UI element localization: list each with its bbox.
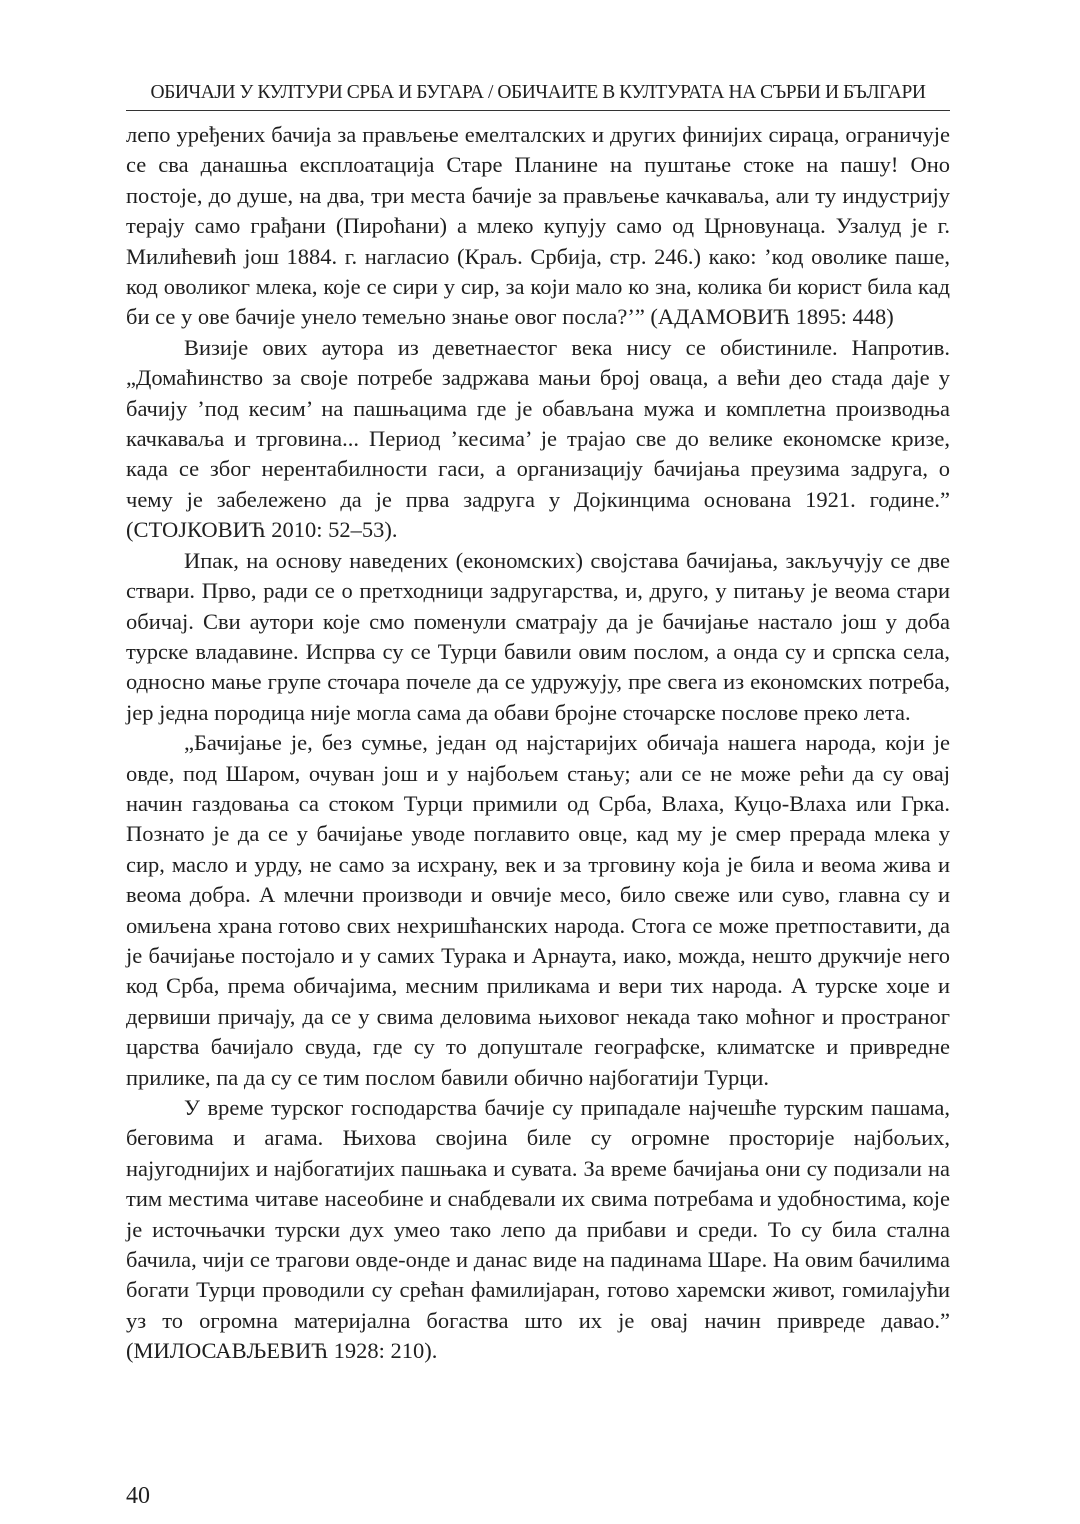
paragraph-3: Ипак, на основу наведених (економских) својстава бачијања, закључују се две ствари. Прво, ради се о претходници задругарства, и, друго, у питању је веома стари обичај. Сви аутори које смо поменули сматрају да је бачијање настало још у доба турске владавине. Испрва су се Турци бавили овим послом, а онда су и српска села, односно мање групе сточара почеле да се удружују, пре свега из економских потреба, јер једна породица није могла сама да обави бројне сточарске послове преко лета. (126, 547, 950, 725)
paragraph-4: „Бачијање је, без сумње, један од најстаријих обичаја нашега народа, који је овде, под Шаром, очуван још и у најбољем стању; али се не може рећи да су овај начин газдовања са стоком Турци примили од Срба, Влаха, Куцо-Влаха или Грка. Познато је да се у бачијање уводе поглавито овце, кад му је смер прерада млека у сир, масло и урду, не само за исхрану, век и за трговину која је била и веома жива и веома добра. А млечни производи и овчије месо, било свеже или суво, главна су и омиљена храна готово свих нехришћанских народа. Стога се може претпоставити, да је бачијање постојало и у самих Турака и Арнаута, иако, можда, нешто друкчије него код Срба, према обичајима, месним приликама и вери тих народа. А турске хоџе и дервиши причају, да се у свима деловима њиховог некада тако моћног и пространог царства бачијало свуда, где су то допуштале географске, климатске и привредне прилике, па да су се тим послом бавили обично најбогатији Турци. (126, 730, 950, 1090)
body-text (126, 120, 950, 1367)
running-header: ОБИЧАЈИ У КУЛТУРИ СРБА И БУГАРА / ОБИЧАИТЕ В КУЛТУРАТА НА СЪРБИ И БЪЛГАРИ (150, 82, 926, 103)
paragraph-1: лепо уређених бачија за прављење емелталских и других финијих сираца, ограничује се сва данашња експлоатација Старе Планине на пуштање стоке на пашу! Оно постоје, до душе, на два, три места бачије за прављење качкаваља, али ту индустрију терају само грађани (Пироћани) а млеко купују само од Црновунаца. Узалуд је г. Милићевић још 1884. г. нагласио (Краљ. Србија, стр. 246.) како: ’код оволике паше, код оволиког млека, које се сири у сир, за који мало ко зна, колика би корист била кад би се у ове бачије унело темељно знање овог посла?’” (АДАМОВИЋ 1895: 448) (126, 122, 950, 330)
paragraph-2: Визије ових аутора из деветнаестог века нису се обистиниле. Напротив. „Домаћинство за своје потребе задржава мањи број оваца, а већи део стада даје у бачију ’под кесим’ на пашњацима где је обављана мужа и комплетна производња качкаваља и трговина... Период ’кесима’ је трајао све до велике економске кризе, када се због нерентабилности гаси, а организацију бачијања преузима задруга, о чему је забележено да је прва задруга у Дојкинцима основана 1921. године.” (СТОЈКОВИЋ 2010: 52–53). (126, 334, 950, 543)
header-rule (126, 110, 950, 111)
paragraph-5: У време турског господарства бачије су припадале најчешће турским пашама, беговима и агама. Њихова својина биле су огромне просторије најбољих, најугоднијих и најбогатијих пашњака и сувата. За време бачијања они су подизали на тим местима читаве насеобине и снабдевали их свима потребама и удобностима, које је источњачки турски дух умео тако лепо да прибави и среди. То су била стална бачила, чији се трагови овде-онде и данас виде на падинама Шаре. На овим бачилима богати Турци проводили су срећан фамилијаран, готово харемски живот, гомилајући уз то огромна материјална богаства што их је овај начин привреде давао.” (МИЛОСАВЉЕВИЋ 1928: 210). (126, 1095, 950, 1364)
page-number: 40 (126, 1483, 150, 1509)
